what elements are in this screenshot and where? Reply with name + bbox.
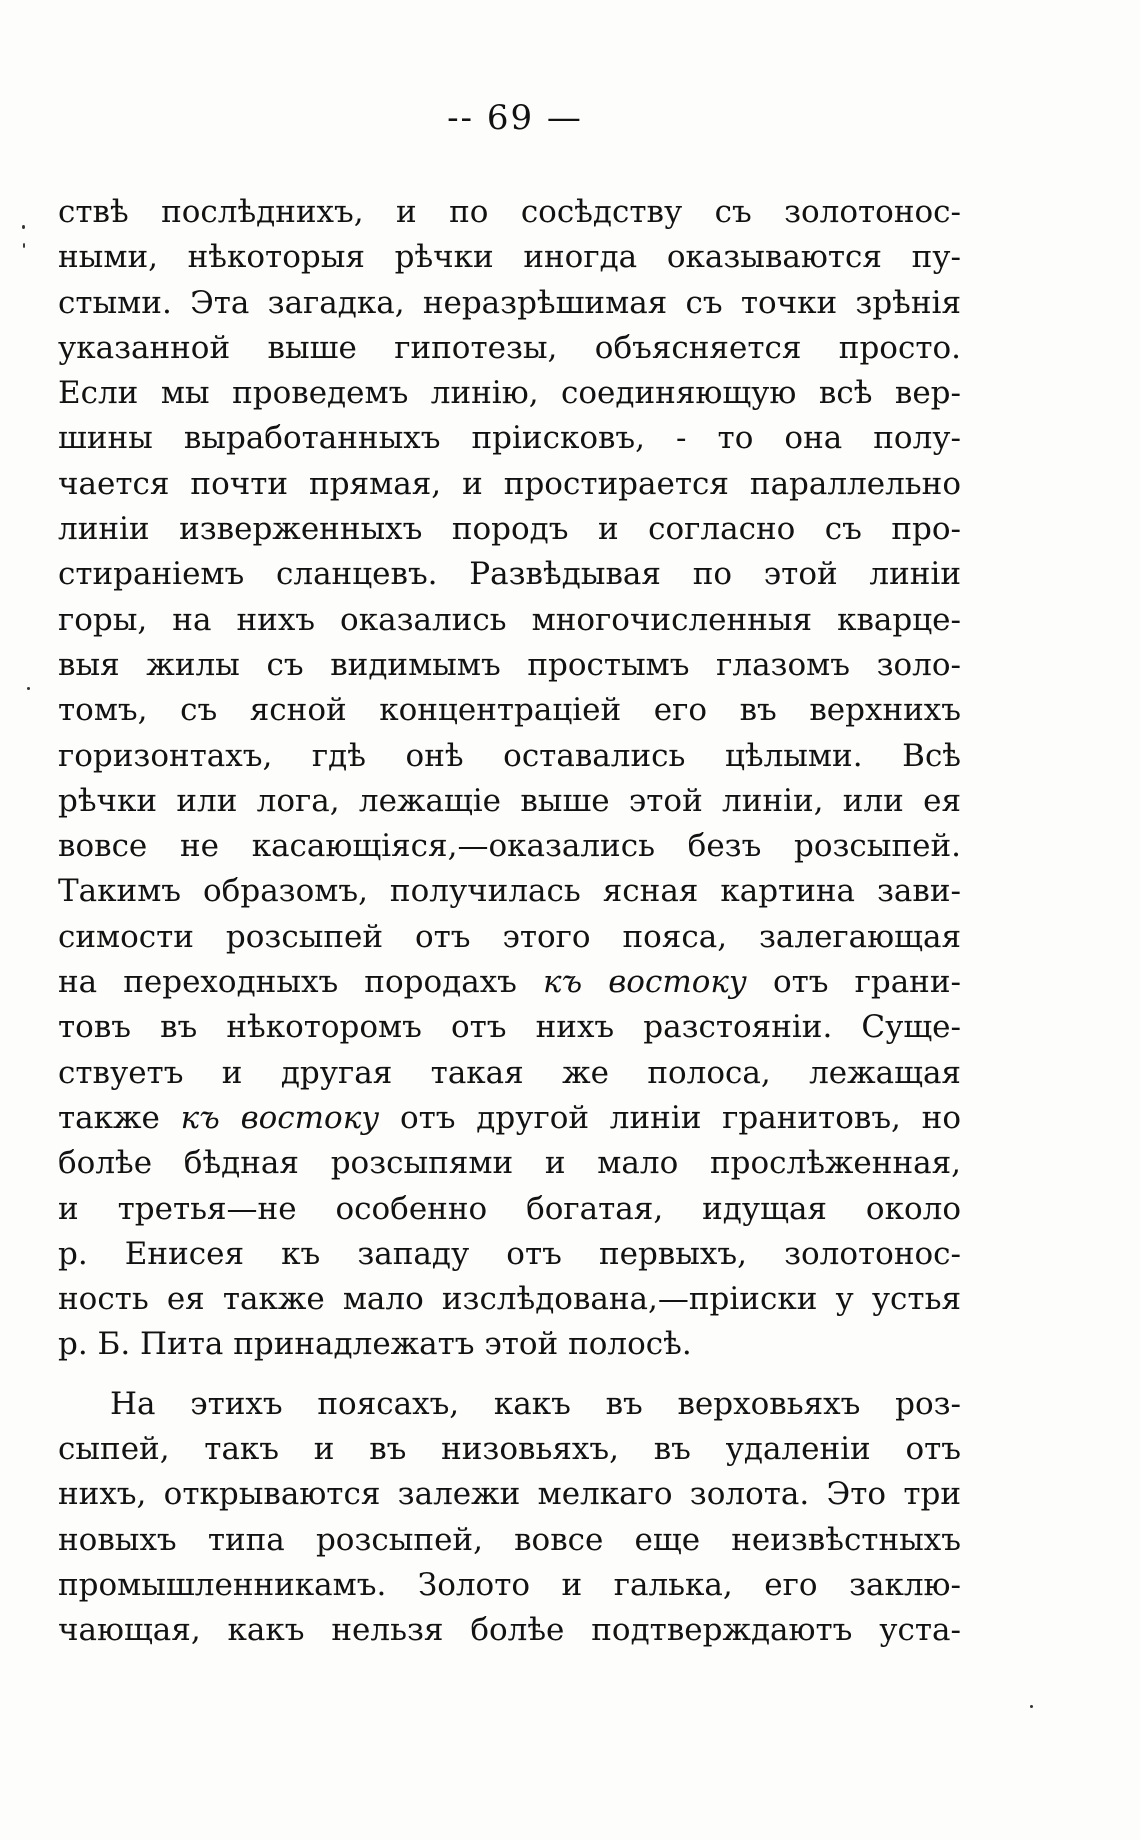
text-line: указанной выше гипотезы, объясняется просто.: [58, 329, 961, 366]
text-line: ствѣ послѣднихъ, и по сосѣдству съ золотонос-: [58, 194, 961, 230]
text-line: Если мы проведемъ линію, соединяющую всѣ вер-: [58, 375, 961, 412]
body-text: [58, 190, 961, 1654]
text-line: ствуетъ и другая такая же полоса, лежащая: [58, 1054, 961, 1091]
text-segment: также: [58, 1099, 181, 1136]
text-line: линіи изверженныхъ породъ и согласно съ про-: [58, 511, 961, 548]
text-segment: на переходныхъ породахъ: [58, 964, 543, 1001]
text-line: нихъ, открываются залежи мелкаго золота. Это три: [58, 1476, 961, 1513]
text-line: ными, нѣкоторыя рѣчки иногда оказываются пу-: [58, 239, 961, 276]
text-line: горизонтахъ, гдѣ онѣ оставались цѣлыми. Всѣ: [58, 737, 961, 774]
text-line: болѣе бѣдная розсыпями и мало прослѣженная,: [58, 1145, 961, 1182]
print-speck: [23, 243, 25, 248]
text-line: сыпей, такъ и въ низовьяхъ, въ удаленіи отъ: [58, 1431, 961, 1468]
text-line: симости розсыпей отъ этого пояса, залегающая: [58, 918, 961, 955]
text-line: [58, 1096, 961, 1141]
text-line: промышленникамъ. Золото и галька, его заклю-: [58, 1566, 961, 1603]
text-line: ность ея также мало изслѣдована,—пріиски у устья: [58, 1281, 961, 1318]
print-speck: [27, 687, 30, 690]
text-line: стыми. Эта загадка, неразрѣшимая съ точки зрѣнія: [58, 284, 961, 321]
text-line: шины выработанныхъ пріисковъ, - то она полу-: [58, 420, 961, 457]
text-line: рѣчки или лога, лежащіе выше этой линіи, или ея: [58, 782, 961, 819]
text-line: На этихъ поясахъ, какъ въ верховьяхъ роз-: [110, 1385, 961, 1422]
text-line: [58, 960, 961, 1005]
print-speck: [1030, 1705, 1033, 1708]
italic-emphasis: къ востоку: [543, 964, 747, 1001]
text-line: и третья—не особенно богатая, идущая около: [58, 1190, 961, 1227]
paragraph-1: [58, 190, 961, 1368]
paragraph-spacer: [58, 1368, 961, 1382]
text-line: выя жилы съ видимымъ простымъ глазомъ золо-: [58, 646, 961, 683]
text-line: Такимъ образомъ, получилась ясная картина зави-: [58, 873, 961, 910]
text-line: р. Енисея къ западу отъ первыхъ, золотонос-: [58, 1235, 961, 1272]
text-line: томъ, съ ясной концентраціей его въ верхнихъ: [58, 692, 961, 729]
text-line: стираніемъ сланцевъ. Развѣдывая по этой линіи: [58, 556, 961, 593]
text-segment: отъ другой линіи гранитовъ, но: [379, 1099, 961, 1136]
text-segment: отъ грани-: [746, 964, 961, 1001]
text-line: горы, на нихъ оказались многочисленныя кварце-: [58, 601, 961, 638]
page-number: -- 69 —: [447, 98, 583, 138]
text-line: вовсе не касающіяся,—оказались безъ розсыпей.: [58, 828, 961, 865]
text-line: новыхъ типа розсыпей, вовсе еще неизвѣстныхъ: [58, 1521, 961, 1558]
text-line: товъ въ нѣкоторомъ отъ нихъ разстояніи. Суще-: [58, 1009, 961, 1046]
text-line: чается почти прямая, и простирается параллельно: [58, 465, 961, 502]
print-speck: [22, 225, 25, 229]
text-line: чающая, какъ нельзя болѣе подтверждаютъ уста-: [58, 1612, 961, 1649]
italic-emphasis: къ востоку: [180, 1099, 380, 1136]
text-line: р. Б. Пита принадлежатъ этой полосѣ.: [58, 1326, 692, 1363]
paragraph-2: [58, 1382, 961, 1654]
